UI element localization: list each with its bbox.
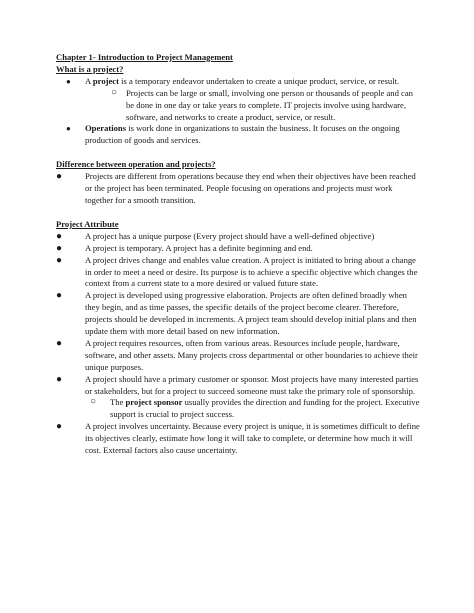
sub-list-item: ○ Projects can be large or small, involving one person or thousands of people and can be done in one day or take years to complete. IT projects involve using hardware, software, and networks to create a product, service, or result.: [111, 86, 413, 122]
bullet-icon: ●: [56, 230, 63, 242]
list-item: ● A project drives change and enables value creation. A project is initiated to bring about a change in order to meet a need or desire. Its purpose is to achieve a specific objective which changes the context from a current state to a more desired or valued future state.: [56, 254, 418, 289]
attributes-list: [56, 231, 422, 457]
circle-bullet-icon: ○: [90, 396, 97, 408]
term-operations: Operations: [85, 123, 127, 134]
difference-heading: Difference between operation and projects?: [56, 159, 216, 170]
list-item: ● A project is developed using progressive elaboration. Projects are often defined broadly when they begin, and as time passes, the specific details of the project become clearer. Therefore, projects should be developed in increments. A project team should develop initial plans and then update them with more detail based on new information.: [56, 290, 417, 337]
bullet-icon: ●: [56, 337, 63, 349]
bullet-icon: ●: [56, 421, 63, 433]
list-item: ● Operations is work done in organizations to sustain the business. It focuses on the ongoing production of goods and services.: [66, 123, 400, 146]
bullet-icon: ●: [56, 171, 63, 183]
circle-bullet-icon: ○: [111, 86, 118, 98]
bullet-icon: ●: [56, 254, 63, 266]
term-project: project: [92, 75, 119, 86]
bullet-icon: ●: [56, 373, 63, 385]
list-item: ● Projects are different from operations because they end when their objectives have been reached or the project has been terminated. People focusing on operations and projects must work together for a smooth transition.: [56, 171, 416, 205]
bullet-icon: ●: [56, 290, 63, 302]
list-item: ● A project involves uncertainty. Because every project is unique, it is sometimes difficult to define its objectives clearly, estimate how long it will take to complete, or determine how much it will cost. External factors also cause uncertainty.: [56, 421, 420, 456]
list-item: ● A project is temporary. A project has a definite beginning and end.: [56, 242, 313, 254]
what-is-project-list: [56, 76, 422, 147]
list-item: ● A project has a unique purpose (Every project should have a well-defined objective): [56, 230, 375, 242]
sub-list-item: ○ The project sponsor usually provides the direction and funding for the project. Executive support is crucial to project success.: [90, 396, 420, 420]
list-item: ● A project requires resources, often from various areas. Resources include people, hardware, software, and other assets. Many projects cross departmental or other boundaries to achieve their unique purposes.: [56, 337, 418, 372]
bullet-icon: ●: [66, 124, 71, 134]
attributes-heading: Project Attribute: [56, 218, 119, 229]
bullet-icon: ●: [66, 76, 71, 86]
difference-list: [56, 171, 422, 207]
list-item: ● A project should have a primary customer or sponsor. Most projects have many interested parties or stakeholders, but for a project to succeed someone must take the primary role of sponsorship.: [56, 373, 419, 396]
list-item: ● A project is a temporary endeavor undertaken to create a unique product, service, or result.: [66, 75, 400, 86]
term-project-sponsor: project sponsor: [125, 397, 183, 408]
chapter-title: Chapter 1- Introduction to Project Management: [56, 52, 233, 62]
what-is-project-heading: What is a project?: [56, 63, 124, 74]
bullet-icon: ●: [56, 242, 63, 254]
